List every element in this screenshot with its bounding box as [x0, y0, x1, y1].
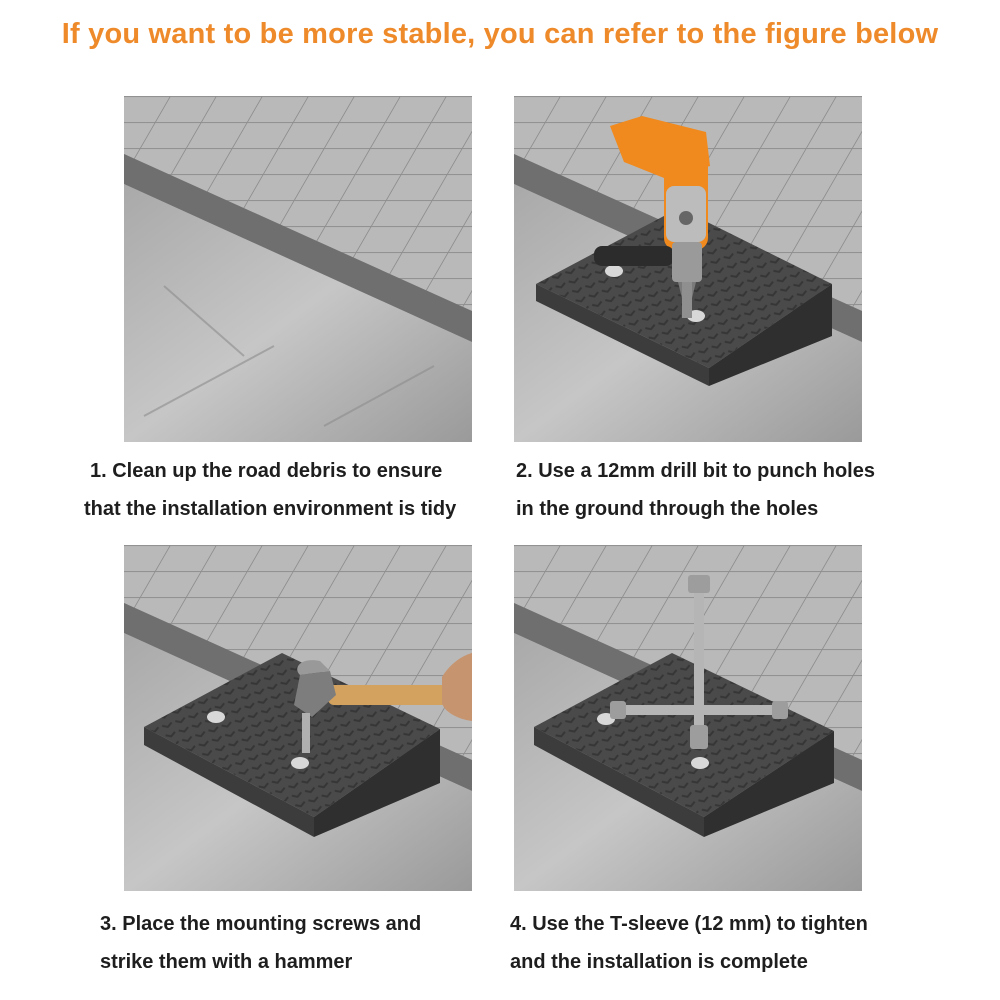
step-3-line-2: strike them with a hammer	[100, 951, 353, 973]
step-2-caption	[516, 452, 875, 528]
step-1-line-1: 1. Clean up the road debris to ensure	[90, 460, 443, 482]
step-3-line-1: 3. Place the mounting screws and	[100, 913, 422, 935]
step-4-photo	[514, 545, 862, 891]
step-4-caption	[510, 905, 868, 981]
step-1-caption	[84, 452, 457, 528]
step-2-line-2: in the ground through the holes	[516, 498, 819, 520]
step-3-caption	[100, 905, 421, 981]
step-2-line-1: 2. Use a 12mm drill bit to punch holes	[516, 460, 875, 482]
step-4-line-1: 4. Use the T-sleeve (12 mm) to tighten	[510, 913, 868, 935]
step-2-photo	[514, 96, 862, 442]
step-4-line-2: and the installation is complete	[510, 951, 808, 973]
page-title: If you want to be more stable, you can refer to the figure below	[61, 18, 939, 50]
step-3-photo	[124, 545, 472, 891]
step-1-line-2: that the installation environment is tidy	[84, 498, 457, 520]
step-1-photo	[124, 96, 472, 442]
